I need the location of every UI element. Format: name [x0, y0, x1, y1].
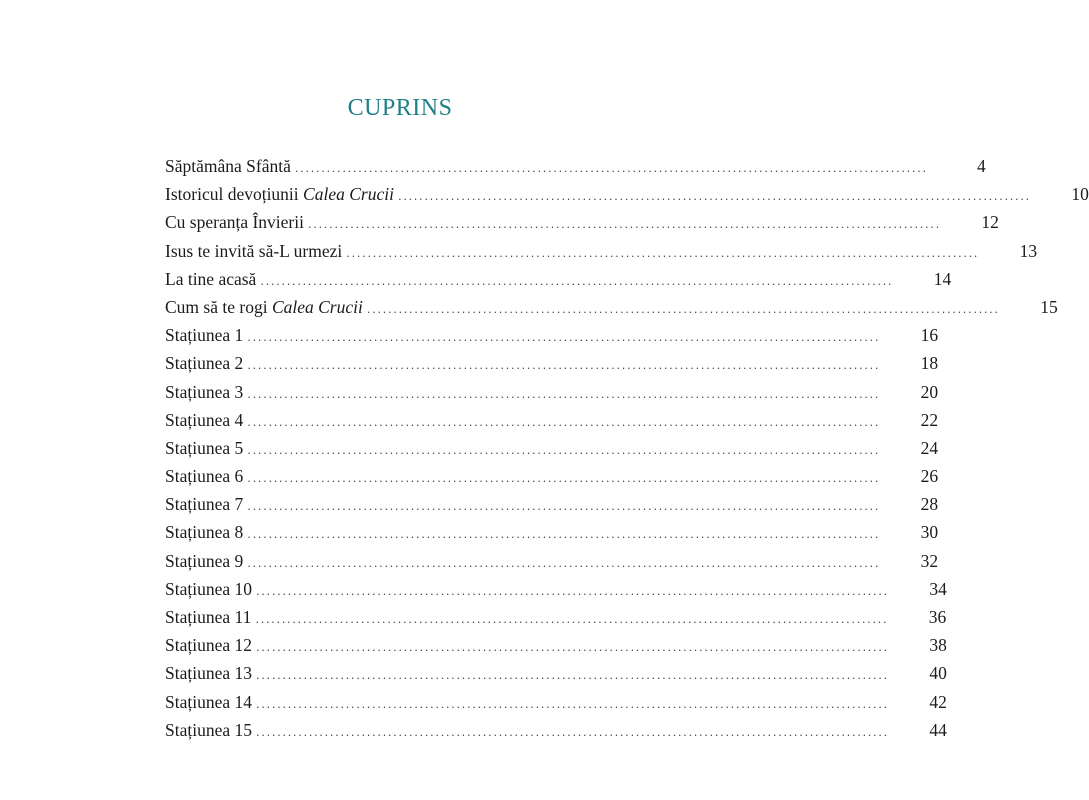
toc-entry-title [165, 716, 256, 744]
toc-entry-title-text: Stațiunea 7 [165, 494, 244, 515]
toc-dot-leader: ․․․․․․․․․․․․․․․․․․․․․․․․․․․․․․․․․․․․․․․․․․․․․․․․․․․․․․․․․․․․․․․․․․․․․․․․․․․․․․․․․․․․․․․․․․․․․․․․․․․․․․․․․․․․․․․․․․․․․․․․ [247, 360, 881, 373]
toc-entry-title-text: Stațiunea 14 [165, 691, 252, 712]
toc-entry [165, 378, 939, 406]
toc-entry-title-text: Stațiunea 15 [165, 719, 252, 740]
toc-entry-title-text: Stațiunea 5 [165, 437, 244, 458]
toc-entry-title-text: Stațiunea 4 [165, 409, 244, 430]
toc-entry-page-number: 22 [920, 409, 939, 430]
toc-entry-page-number: 12 [981, 212, 999, 233]
toc-dot-leader: ․․․․․․․․․․․․․․․․․․․․․․․․․․․․․․․․․․․․․․․․․․․․․․․․․․․․․․․․․․․․․․․․․․․․․․․․․․․․․․․․․․․․․․․․․․․․․․․․․․․․․․․․․․․․․․․․․․․․․․․․ [307, 219, 941, 232]
toc-entry-title-text: Isus te invită să-L urmezi [165, 240, 343, 261]
toc-entry-title [165, 434, 247, 462]
toc-dot-leader: ․․․․․․․․․․․․․․․․․․․․․․․․․․․․․․․․․․․․․․․․․․․․․․․․․․․․․․․․․․․․․․․․․․․․․․․․․․․․․․․․․․․․․․․․․․․․․․․․․․․․․․․․․․․․․․․․․․․․․․․․ [256, 698, 889, 711]
toc-entry [165, 321, 939, 349]
toc-entry-title-text: Istoricul devoțiunii [165, 184, 304, 205]
toc-entry-title [165, 490, 247, 518]
toc-entry-page-number: 40 [929, 663, 947, 684]
toc-entry-page-number: 44 [929, 719, 947, 740]
toc-entry [165, 518, 939, 546]
toc-entry-page-number: 26 [920, 466, 939, 487]
toc-entry-title-text: Stațiunea 9 [165, 550, 244, 571]
toc-entry-page-number: 20 [920, 381, 939, 402]
toc-entry-title [165, 659, 256, 687]
toc-entry-title [165, 208, 308, 236]
toc-entry [165, 462, 939, 490]
toc-entry-page-number: 38 [929, 635, 947, 656]
toc-entry-title [165, 688, 256, 716]
toc-dot-leader: ․․․․․․․․․․․․․․․․․․․․․․․․․․․․․․․․․․․․․․․․․․․․․․․․․․․․․․․․․․․․․․․․․․․․․․․․․․․․․․․․․․․․․․․․․․․․․․․․․․․․․․․․․․․․․․․․․․․․․․․․ [397, 191, 1031, 204]
toc-dot-leader: ․․․․․․․․․․․․․․․․․․․․․․․․․․․․․․․․․․․․․․․․․․․․․․․․․․․․․․․․․․․․․․․․․․․․․․․․․․․․․․․․․․․․․․․․․․․․․․․․․․․․․․․․․․․․․․․․․․․․․․․․ [256, 726, 889, 739]
toc-dot-leader: ․․․․․․․․․․․․․․․․․․․․․․․․․․․․․․․․․․․․․․․․․․․․․․․․․․․․․․․․․․․․․․․․․․․․․․․․․․․․․․․․․․․․․․․․․․․․․․․․․․․․․․․․․․․․․․․․․․․․․․․․ [247, 473, 881, 486]
toc-entry-title-text: Săptămâna Sfântă [165, 156, 291, 176]
toc-dot-leader: ․․․․․․․․․․․․․․․․․․․․․․․․․․․․․․․․․․․․․․․․․․․․․․․․․․․․․․․․․․․․․․․․․․․․․․․․․․․․․․․․․․․․․․․․․․․․․․․․․․․․․․․․․․․․․․․․․․․․․․․․ [256, 642, 889, 655]
toc-entry-title [165, 152, 295, 180]
toc-title: CUPRINS [347, 95, 453, 121]
toc-entry [165, 265, 952, 293]
toc-dot-leader: ․․․․․․․․․․․․․․․․․․․․․․․․․․․․․․․․․․․․․․․․․․․․․․․․․․․․․․․․․․․․․․․․․․․․․․․․․․․․․․․․․․․․․․․․․․․․․․․․․․․․․․․․․․․․․․․․․․․․․․․․ [256, 585, 889, 598]
toc-entry-page-number: 14 [933, 268, 952, 289]
toc-entry [165, 490, 939, 518]
toc-list [165, 152, 1089, 744]
toc-entry [165, 208, 999, 236]
toc-entry-page-number: 24 [920, 437, 939, 458]
toc-entry-page-number: 13 [1019, 240, 1038, 261]
toc-dot-leader: ․․․․․․․․․․․․․․․․․․․․․․․․․․․․․․․․․․․․․․․․․․․․․․․․․․․․․․․․․․․․․․․․․․․․․․․․․․․․․․․․․․․․․․․․․․․․․․․․․․․․․․․․․․․․․․․․․․․․․․․․ [294, 163, 928, 175]
toc-entry [165, 293, 1058, 321]
toc-entry-title [165, 378, 247, 406]
toc-entry-title-text: Stațiunea 11 [165, 607, 252, 627]
toc-entry-page-number: 10 [1071, 184, 1089, 205]
toc-entry [165, 152, 986, 180]
toc-entry-title [165, 265, 260, 293]
toc-entry-title-text: Stațiunea 12 [165, 635, 252, 656]
toc-entry-title [165, 518, 247, 546]
toc-dot-leader: ․․․․․․․․․․․․․․․․․․․․․․․․․․․․․․․․․․․․․․․․․․․․․․․․․․․․․․․․․․․․․․․․․․․․․․․․․․․․․․․․․․․․․․․․․․․․․․․․․․․․․․․․․․․․․․․․․․․․․․․․ [247, 416, 881, 429]
toc-entry-page-number: 30 [920, 522, 939, 543]
toc-entry-title [165, 406, 247, 434]
toc-dot-leader: ․․․․․․․․․․․․․․․․․․․․․․․․․․․․․․․․․․․․․․․․․․․․․․․․․․․․․․․․․․․․․․․․․․․․․․․․․․․․․․․․․․․․․․․․․․․․․․․․․․․․․․․․․․․․․․․․․․․․․․․․ [247, 444, 881, 457]
toc-entry-page-number: 18 [920, 353, 939, 374]
toc-entry [165, 603, 947, 631]
toc-entry-title [165, 547, 247, 575]
toc-entry-page-number: 28 [920, 494, 939, 515]
toc-entry-title-text: Stațiunea 6 [165, 466, 244, 487]
toc-entry-title-text: Stațiunea 10 [165, 578, 252, 599]
toc-entry [165, 716, 947, 744]
toc-entry-title-text: Cum să te rogi [165, 296, 272, 317]
toc-entry [165, 237, 1038, 265]
toc-entry-title-text: La tine acasă [165, 268, 257, 289]
toc-dot-leader: ․․․․․․․․․․․․․․․․․․․․․․․․․․․․․․․․․․․․․․․․․․․․․․․․․․․․․․․․․․․․․․․․․․․․․․․․․․․․․․․․․․․․․․․․․․․․․․․․․․․․․․․․․․․․․․․․․․․․․․․․ [366, 303, 1000, 316]
toc-entry-title [165, 293, 367, 321]
toc-dot-leader: ․․․․․․․․․․․․․․․․․․․․․․․․․․․․․․․․․․․․․․․․․․․․․․․․․․․․․․․․․․․․․․․․․․․․․․․․․․․․․․․․․․․․․․․․․․․․․․․․․․․․․․․․․․․․․․․․․․․․․․․․ [247, 332, 881, 345]
toc-entry [165, 659, 947, 687]
toc-entry-page-number: 36 [928, 607, 947, 627]
toc-dot-leader: ․․․․․․․․․․․․․․․․․․․․․․․․․․․․․․․․․․․․․․․․․․․․․․․․․․․․․․․․․․․․․․․․․․․․․․․․․․․․․․․․․․․․․․․․․․․․․․․․․․․․․․․․․․․․․․․․․․․․․․․․ [247, 501, 881, 514]
toc-entry-page-number: 15 [1040, 296, 1058, 317]
toc-entry-title-text: Stațiunea 2 [165, 353, 244, 374]
toc-entry-page-number: 16 [920, 325, 939, 346]
toc-entry [165, 180, 1089, 208]
toc-entry-title-italic: Calea Crucii [271, 296, 363, 317]
toc-entry-title [165, 631, 256, 659]
toc-entry-title-text: Stațiunea 3 [165, 381, 244, 402]
toc-entry-title-text: Stațiunea 1 [165, 325, 244, 346]
toc-entry-title [165, 575, 256, 603]
toc-entry-title-text: Stațiunea 13 [165, 663, 252, 684]
toc-entry-page-number: 32 [920, 550, 939, 571]
toc-dot-leader: ․․․․․․․․․․․․․․․․․․․․․․․․․․․․․․․․․․․․․․․․․․․․․․․․․․․․․․․․․․․․․․․․․․․․․․․․․․․․․․․․․․․․․․․․․․․․․․․․․․․․․․․․․․․․․․․․․․․․․․․․ [256, 670, 889, 683]
toc-dot-leader: ․․․․․․․․․․․․․․․․․․․․․․․․․․․․․․․․․․․․․․․․․․․․․․․․․․․․․․․․․․․․․․․․․․․․․․․․․․․․․․․․․․․․․․․․․․․․․․․․․․․․․․․․․․․․․․․․․․․․․․․․ [247, 529, 881, 542]
toc-entry [165, 547, 939, 575]
toc-entry-title-text: Cu speranța Învierii [165, 212, 304, 233]
toc-entry-title [165, 237, 346, 265]
toc-entry-page-number: 4 [976, 156, 986, 176]
toc-entry-title [165, 349, 247, 377]
toc-entry-page-number: 34 [929, 578, 947, 599]
toc-entry [165, 631, 947, 659]
toc-entry [165, 349, 939, 377]
toc-entry-title [165, 321, 247, 349]
toc-entry-title [165, 180, 398, 208]
toc-entry-title-italic: Calea Crucii [303, 184, 394, 205]
toc-entry-title [165, 603, 255, 631]
toc-entry-title-text: Stațiunea 8 [165, 522, 244, 543]
toc-dot-leader: ․․․․․․․․․․․․․․․․․․․․․․․․․․․․․․․․․․․․․․․․․․․․․․․․․․․․․․․․․․․․․․․․․․․․․․․․․․․․․․․․․․․․․․․․․․․․․․․․․․․․․․․․․․․․․․․․․․․․․․․․ [346, 247, 980, 260]
toc-entry-page-number: 42 [929, 691, 947, 712]
toc-entry [165, 688, 947, 716]
toc-dot-leader: ․․․․․․․․․․․․․․․․․․․․․․․․․․․․․․․․․․․․․․․․․․․․․․․․․․․․․․․․․․․․․․․․․․․․․․․․․․․․․․․․․․․․․․․․․․․․․․․․․․․․․․․․․․․․․․․․․․․․․․․․ [255, 614, 889, 626]
toc-entry-title [165, 462, 247, 490]
toc-entry [165, 406, 939, 434]
toc-entry [165, 575, 947, 603]
toc-dot-leader: ․․․․․․․․․․․․․․․․․․․․․․․․․․․․․․․․․․․․․․․․․․․․․․․․․․․․․․․․․․․․․․․․․․․․․․․․․․․․․․․․․․․․․․․․․․․․․․․․․․․․․․․․․․․․․․․․․․․․․․․․ [247, 557, 881, 570]
toc-dot-leader: ․․․․․․․․․․․․․․․․․․․․․․․․․․․․․․․․․․․․․․․․․․․․․․․․․․․․․․․․․․․․․․․․․․․․․․․․․․․․․․․․․․․․․․․․․․․․․․․․․․․․․․․․․․․․․․․․․․․․․․․․ [260, 275, 894, 288]
toc-dot-leader: ․․․․․․․․․․․․․․․․․․․․․․․․․․․․․․․․․․․․․․․․․․․․․․․․․․․․․․․․․․․․․․․․․․․․․․․․․․․․․․․․․․․․․․․․․․․․․․․․․․․․․․․․․․․․․․․․․․․․․․․․ [247, 388, 881, 401]
toc-entry [165, 434, 939, 462]
